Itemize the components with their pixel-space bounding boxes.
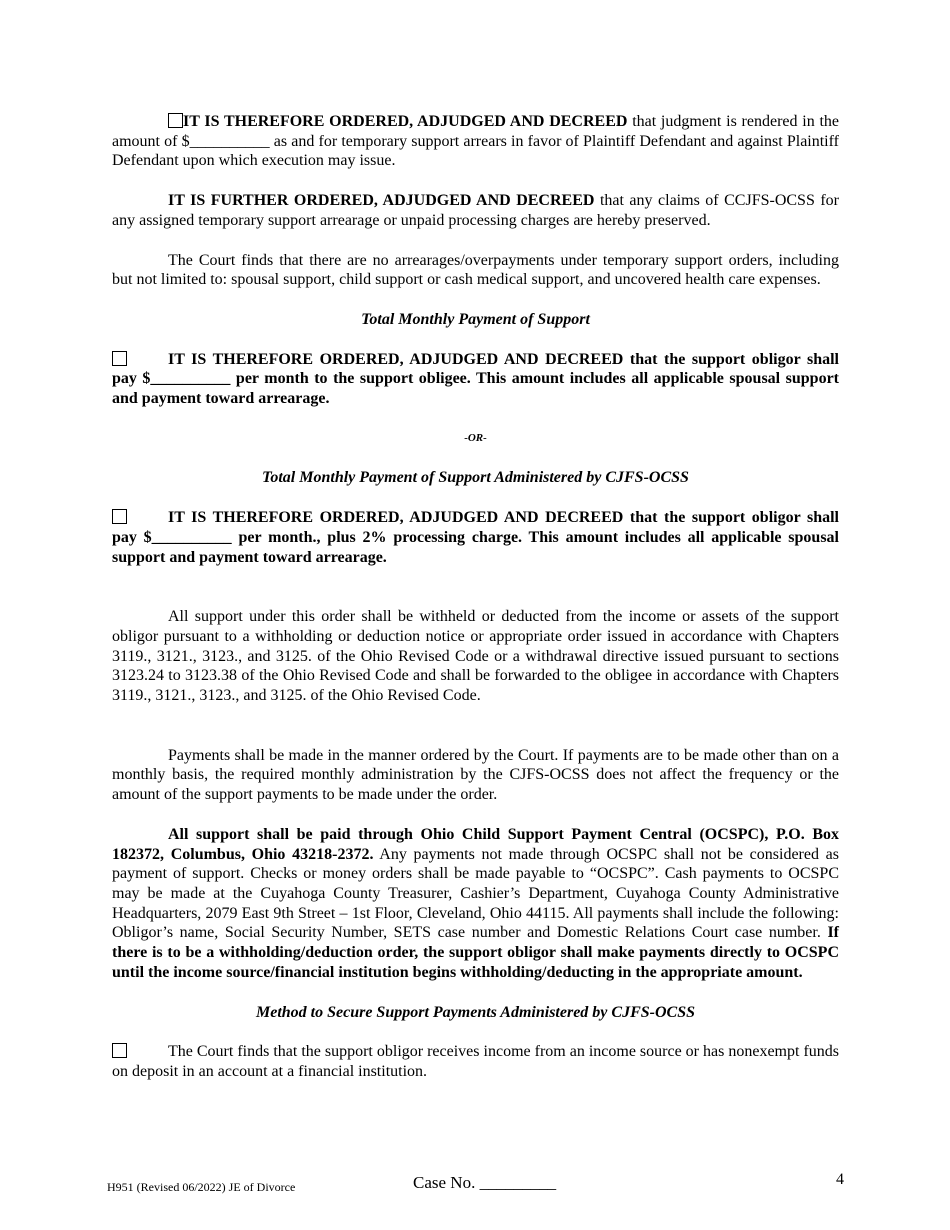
withholding-paragraph: All support under this order shall be withheld or deducted from the income or assets of the support obligor pursuant to a withholding or deduction notice or appropriate order issued in accordance with Chapters 3119., 3121., 3123., and 3125. of the Ohio Revised Code or a withdrawal directive issued pursuant to sections 3123.24 to 3123.38 of the Ohio Revised Code and shall be forwarded to the obligee in accordance with Chapters 3119., 3121., 3123., and 3125. of the Ohio Revised Code. xyxy=(112,608,839,705)
administered-payment-order: IT IS THEREFORE ORDERED, ADJUDGED AND DECREED that the support obligor shall pay $__________ per month., plus 2% processing charge. This amount includes all applicable spousal support and payment toward arrearage. xyxy=(112,509,839,566)
form-id: H951 (Revised 06/2022) JE of Divorce xyxy=(107,1180,296,1194)
monthly-payment-checkbox[interactable] xyxy=(112,351,127,366)
document-page xyxy=(112,112,839,1082)
case-number: Case No. _________ xyxy=(413,1173,557,1192)
page-footer xyxy=(107,1170,847,1200)
payment-manner-paragraph: Payments shall be made in the manner ordered by the Court. If payments are to be made other than on a monthly basis, the required monthly administration by the CJFS-OCSS does not affect the frequency or the amount of the support payments to be made under the order. xyxy=(112,746,839,804)
page-number: 4 xyxy=(836,1171,844,1188)
judgment-checkbox[interactable] xyxy=(168,113,183,128)
heading-administered-payment: Total Monthly Payment of Support Administered by CJFS-OCSS xyxy=(262,469,689,487)
or-separator: -OR- xyxy=(464,431,487,444)
heading-method-to-secure: Method to Secure Support Payments Administered by CJFS-OCSS xyxy=(255,1003,695,1021)
no-arrearages-paragraph: The Court finds that there are no arrearages/overpayments under temporary support orders, including but not limited to: spousal support, child support or cash medical support, and uncovered health care expenses. xyxy=(112,251,839,289)
judgment-paragraph: IT IS THEREFORE ORDERED, ADJUDGED AND DECREED that judgment is rendered in the amount of $__________ as and for temporary support arrears in favor of Plaintiff Defendant and against Plaintiff Defendant upon which execution may issue. xyxy=(112,113,839,170)
ocspc-paragraph: All support shall be paid through Ohio Child Support Payment Central (OCSPC), P.O. Box 182372, Columbus, Ohio 43218-2372. Any payments not made through OCSPC shall not be considered as payment of support. Checks or money orders shall be made payable to “OCSPC”. Cash payments to OCSPC may be made at the Cuyahoga County Treasurer, Cashier’s Department, Cuyahoga County Administrative Headquarters, 2079 East 9th Street – 1st Floor, Cleveland, Ohio 44115. All payments shall include the following: Obligor’s name, Social Security Number, SETS case number and Domestic Relations Court case number. If there is to be a withholding/deduction order, the support obligor shall make payments directly to OCSPC until the income source/financial institution begins withholding/deducting in the appropriate amount. xyxy=(112,825,840,981)
claims-preserved-paragraph: IT IS FURTHER ORDERED, ADJUDGED AND DECREED that any claims of CCJFS-OCSS for any assigned temporary support arrearage or unpaid processing charges are hereby preserved. xyxy=(112,192,839,229)
monthly-payment-order: IT IS THEREFORE ORDERED, ADJUDGED AND DECREED that the support obligor shall pay $__________ per month to the support obligee. This amount includes all applicable spousal support and payment toward arrearage. xyxy=(112,350,839,408)
income-source-finding: The Court finds that the support obligor receives income from an income source or has nonexempt funds on deposit in an account at a financial institution. xyxy=(112,1043,839,1080)
administered-payment-checkbox[interactable] xyxy=(112,509,127,524)
income-source-checkbox[interactable] xyxy=(112,1043,127,1058)
heading-total-monthly-payment: Total Monthly Payment of Support xyxy=(361,310,590,328)
